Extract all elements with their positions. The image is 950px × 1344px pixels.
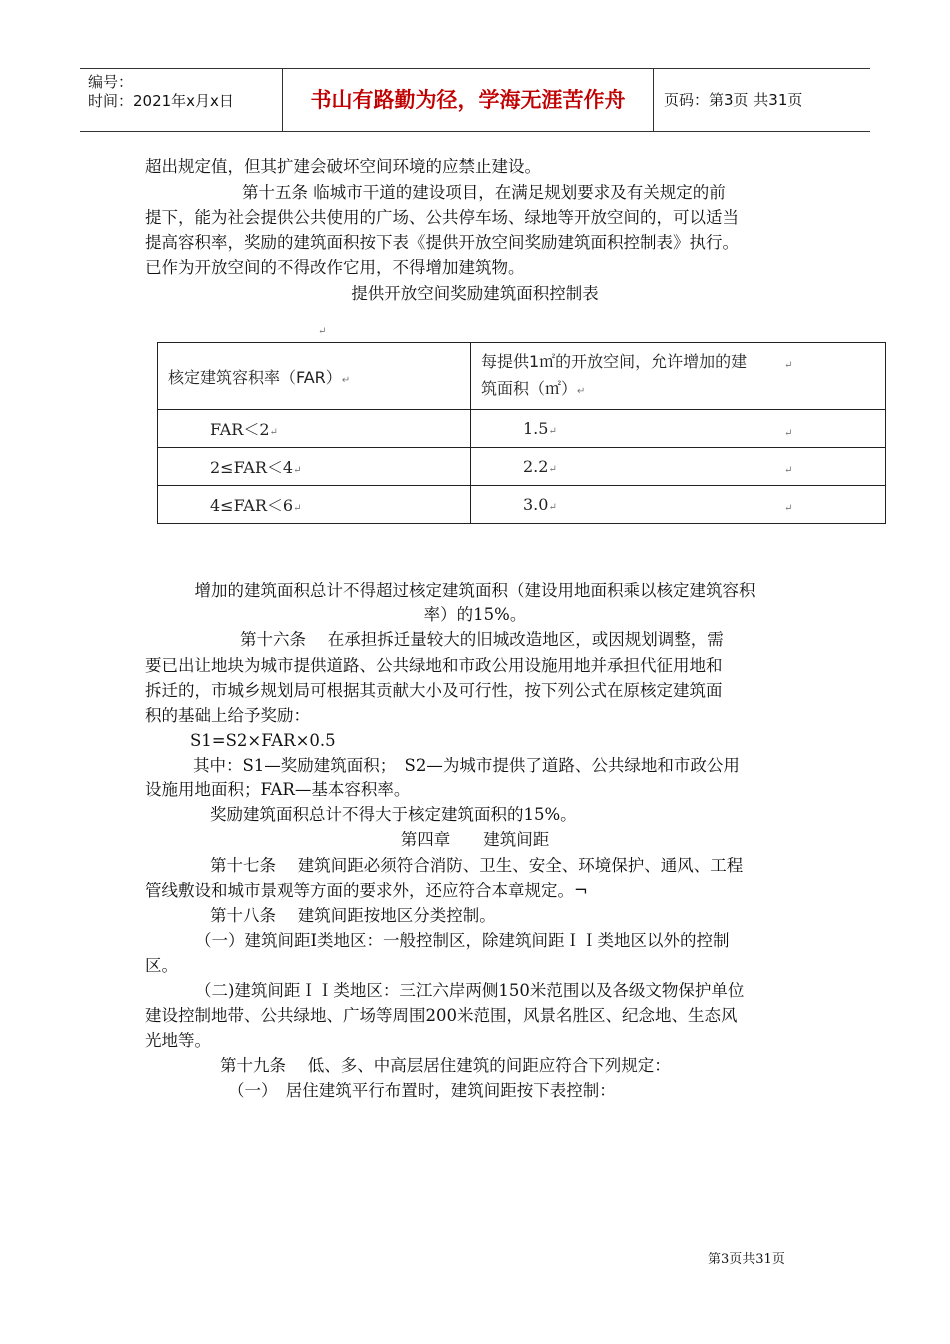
far-cell: 2≤FAR＜4↵ xyxy=(158,448,471,486)
header-far: 核定建筑容积率（FAR）↵ xyxy=(158,343,471,410)
paragraph-line: 超出规定值，但其扩建会破坏空间环境的应禁止建设。 xyxy=(145,157,541,176)
paragraph-line: 已作为开放空间的不得改作它用，不得增加建筑物。 xyxy=(145,258,525,277)
paragraph-mark: ↵ xyxy=(318,326,327,337)
paragraph-line: 提下，能为社会提供公共使用的广场、公共停车场、绿地等开放空间的，可以适当 xyxy=(145,208,739,227)
reward-area-table xyxy=(157,342,886,524)
paragraph-line: 区。 xyxy=(145,956,178,975)
header-motto: 书山有路勤为径，学海无涯苦作舟 xyxy=(310,88,626,112)
table-row xyxy=(158,486,886,524)
area-cell: 3.0↵ xyxy=(471,486,886,524)
table-note-line: 率）的15%。 xyxy=(423,605,527,624)
paragraph-line: 积的基础上给予奖励： xyxy=(145,706,310,725)
table-row xyxy=(158,448,886,486)
header-meta xyxy=(88,73,234,111)
article-19-line: 第十九条 低、多、中高层居住建筑的间距应符合下列规定： xyxy=(220,1056,671,1075)
article-16-line: 第十六条 在承担拆迁量较大的旧城改造地区，或因规划调整，需 xyxy=(240,630,724,649)
article-18-line: 第十八条 建筑间距按地区分类控制。 xyxy=(210,906,496,925)
paragraph-line: 奖励建筑面积总计不得大于核定建筑面积的15%。 xyxy=(210,805,577,824)
table-row xyxy=(158,410,886,448)
paragraph-line: （一）建筑间距Ⅰ类地区：一般控制区，除建筑间距ＩＩ类地区以外的控制 xyxy=(195,931,730,950)
paragraph-line: （二)建筑间距ＩＩ类地区：三江六岸两侧150米范围以及各级文物保护单位 xyxy=(195,981,745,1000)
paragraph-line: 建设控制地带、公共绿地、广场等周围200米范围，风景名胜区、纪念地、生态风 xyxy=(145,1006,738,1025)
page-footer: 第3页共31页 xyxy=(708,1252,785,1267)
date-label: 时间：2021年x月x日 xyxy=(88,92,234,110)
table-note-line: 增加的建筑面积总计不得超过核定建筑面积（建设用地面积乘以核定建筑容积 xyxy=(194,581,756,600)
page-header xyxy=(80,68,870,132)
paragraph-line: 要已出让地块为城市提供道路、公共绿地和市政公用设施用地并承担代征用地和 xyxy=(145,656,723,675)
far-cell: FAR＜2↵ xyxy=(158,410,471,448)
paragraph-line: 光地等。 xyxy=(145,1031,211,1050)
far-cell: 4≤FAR＜6↵ xyxy=(158,486,471,524)
article-17-line: 第十七条 建筑间距必须符合消防、卫生、安全、环境保护、通风、工程 xyxy=(210,856,744,875)
formula: S1=S2×FAR×0.5 xyxy=(190,731,336,750)
number-label: 编号： xyxy=(88,73,134,91)
paragraph-line: 提高容积率，奖励的建筑面积按下表《提供开放空间奖励建筑面积控制表》执行。 xyxy=(145,233,739,252)
paragraph-line: （一） 居住建筑平行布置时，建筑间距按下表控制： xyxy=(228,1081,616,1100)
paragraph-mark: ↵ xyxy=(784,360,793,371)
paragraph-line: 设施用地面积；FAR—基本容积率。 xyxy=(145,780,411,799)
paragraph-mark: ↵ xyxy=(784,503,793,514)
formula-where-line: 其中：S1—奖励建筑面积； S2—为城市提供了道路、公共绿地和市政公用 xyxy=(193,756,740,775)
paragraph-mark: ↵ xyxy=(784,465,793,476)
paragraph-mark: ↵ xyxy=(784,428,793,439)
chapter-heading: 第四章 建筑间距 xyxy=(400,830,550,849)
paragraph-line: 拆迁的，市城乡规划局可根据其贡献大小及可行性，按下列公式在原核定建筑面 xyxy=(145,681,723,700)
article-15-line: 第十五条 临城市干道的建设项目，在满足规划要求及有关规定的前 xyxy=(242,183,726,202)
area-cell: 2.2↵ xyxy=(471,448,886,486)
table-title: 提供开放空间奖励建筑面积控制表 xyxy=(351,284,599,303)
header-page-info: 页码：第3页 共31页 xyxy=(664,91,803,109)
header-area: 每提供1㎡的开放空间，允许增加的建 筑面积（㎡）↵ xyxy=(471,343,886,410)
table-header-row xyxy=(158,343,886,410)
paragraph-line: 管线敷设和城市景观等方面的要求外，还应符合本章规定。¬ xyxy=(145,881,588,900)
area-cell: 1.5↵ xyxy=(471,410,886,448)
header-divider xyxy=(653,69,654,131)
